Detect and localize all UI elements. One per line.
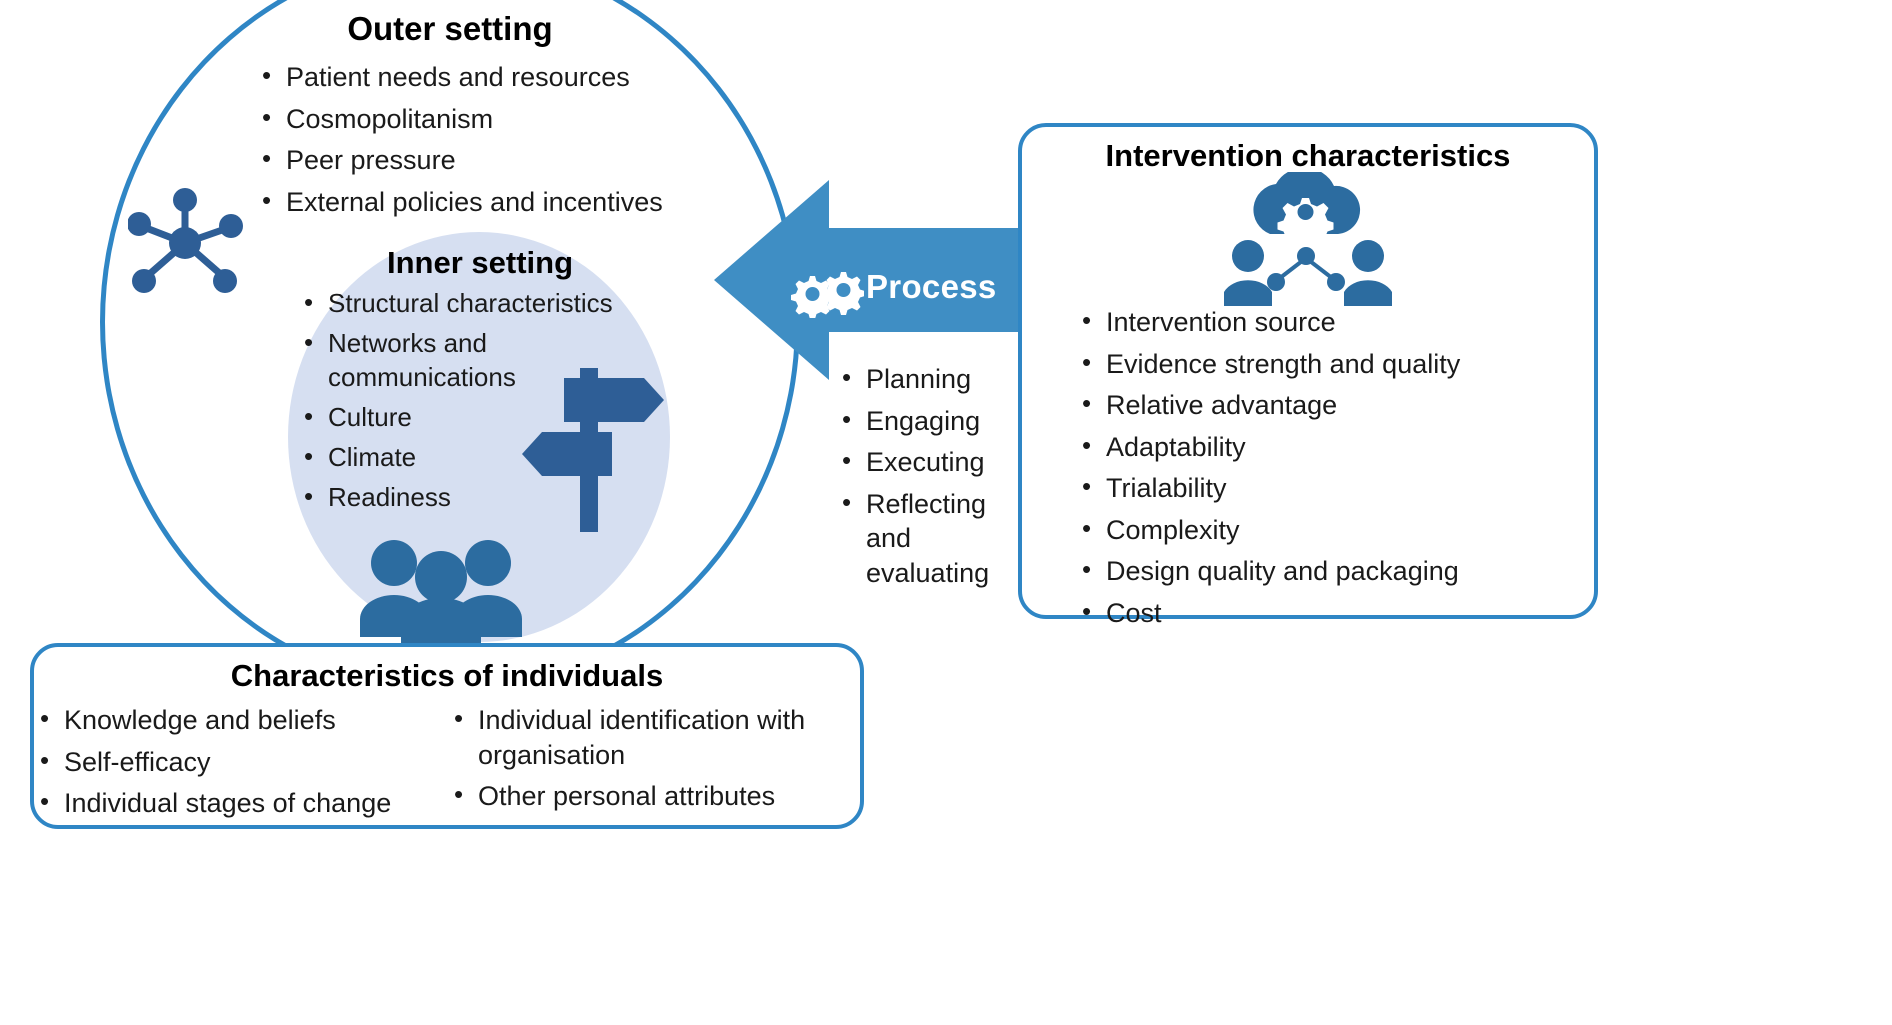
list-item: • Culture — [300, 401, 660, 434]
list-item: • Cost — [1078, 596, 1598, 631]
list-item: • Structural characteristics — [300, 287, 660, 320]
list-item: • Evidence strength and quality — [1078, 347, 1598, 382]
list-item: • Intervention source — [1078, 305, 1598, 340]
cloud-network-people-icon — [1218, 172, 1398, 312]
list-item: • Patient needs and resources — [258, 60, 778, 95]
list-item: • Complexity — [1078, 513, 1598, 548]
list-item: • Engaging — [838, 404, 1028, 439]
list-item: • Individual stages of change — [36, 786, 450, 821]
list-item: • Other personal attributes — [450, 779, 864, 814]
list-item: • External policies and incentives — [258, 185, 778, 220]
individuals-left-column — [30, 703, 450, 828]
individuals-right-column — [450, 703, 864, 828]
list-item: • Individual identification with organisation — [450, 703, 864, 772]
characteristics-of-individuals-title: Characteristics of individuals — [230, 658, 664, 693]
intervention-characteristics-title: Intervention characteristics — [1105, 138, 1511, 173]
signpost-icon — [512, 362, 672, 547]
list-item: • Cosmopolitanism — [258, 102, 778, 137]
list-item: • Readiness — [300, 481, 660, 514]
list-item: • Relative advantage — [1078, 388, 1598, 423]
outer-setting-title: Outer setting — [347, 10, 553, 47]
gears-icon — [786, 270, 864, 323]
list-item: • Trialability — [1078, 471, 1598, 506]
list-item: • Executing — [838, 445, 1028, 480]
list-item: • Knowledge and beliefs — [36, 703, 450, 738]
list-item: • Adaptability — [1078, 430, 1598, 465]
outer-setting-list — [258, 60, 778, 226]
list-item: • Design quality and packaging — [1078, 554, 1598, 589]
list-item: • Self-efficacy — [36, 745, 450, 780]
characteristics-of-individuals-lists — [30, 703, 864, 828]
network-icon — [128, 188, 243, 303]
list-item: • Networks and communications — [300, 327, 563, 394]
inner-setting-title: Inner setting — [386, 245, 573, 280]
process-label: Process — [866, 268, 997, 305]
process-list — [838, 362, 1028, 597]
list-item: • Planning — [838, 362, 1028, 397]
list-item: • Reflecting and evaluating — [838, 487, 1016, 591]
people-group-icon — [356, 537, 526, 650]
list-item: • Climate — [300, 441, 660, 474]
intervention-characteristics-list — [1078, 305, 1598, 637]
list-item: • Peer pressure — [258, 143, 778, 178]
